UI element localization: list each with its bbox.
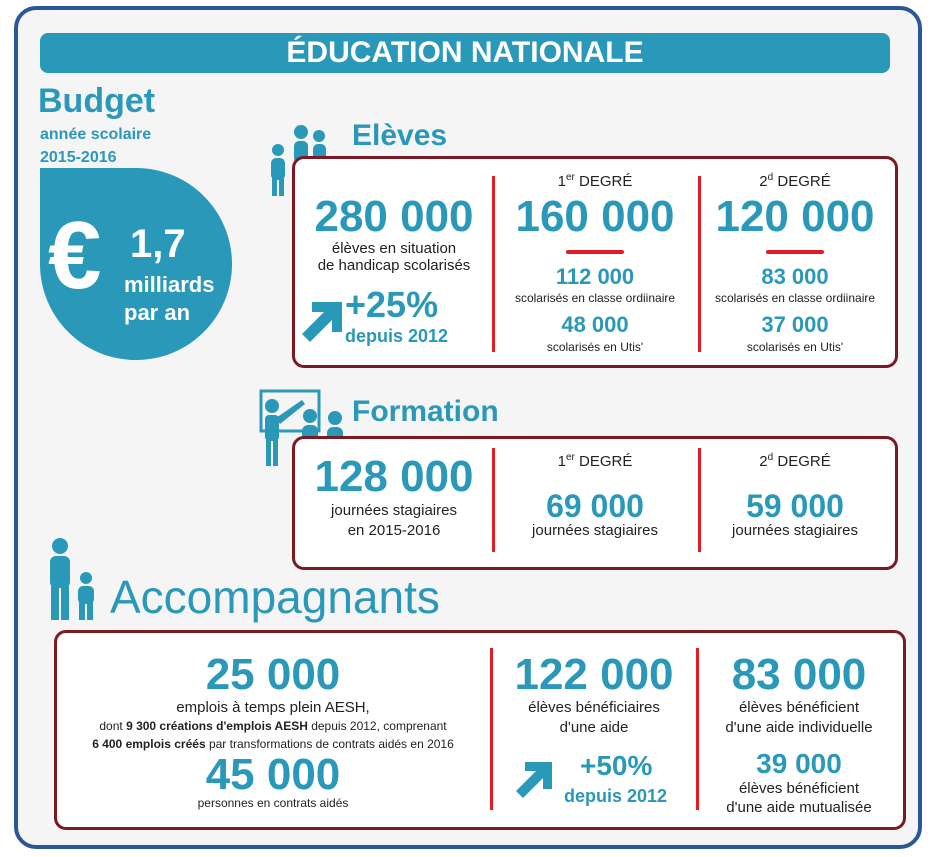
eleves-heading: Elèves	[352, 119, 448, 152]
euro-icon: €	[48, 202, 102, 309]
aide-mutualisee-value: 39 000	[756, 748, 842, 779]
eleves-degree2-a-label: scolarisés en classe ordiinaire	[714, 291, 876, 305]
budget-unit-line2: par an	[124, 300, 191, 325]
eleves-degree1-b-value: 48 000	[561, 312, 629, 337]
eleves-growth: +25%	[345, 284, 439, 325]
beneficiaires-label2: d'une aide	[559, 719, 629, 736]
eleves-growth-since: depuis 2012	[345, 326, 449, 346]
eleves-total-label2: de handicap scolarisés	[317, 257, 471, 274]
aesh-note-line2: 6 400 emplois créés par transformations de contrats aidés en 2016	[92, 737, 454, 751]
arrow-up-icon	[516, 762, 552, 798]
arrow-up-icon	[302, 302, 342, 342]
eleves-degree1-total: 160 000	[515, 192, 675, 241]
contrats-aides-value: 45 000	[205, 750, 341, 799]
budget-period-line2: 2015-2016	[40, 149, 117, 166]
formation-total-label1: journées stagiaires	[331, 502, 457, 519]
formation-total-label2: en 2015-2016	[347, 522, 441, 539]
aesh-note-line1: dont 9 300 créations d'emplois AESH depuis 2012, comprenant	[99, 719, 447, 733]
formation-degree2-value: 59 000	[746, 488, 844, 524]
eleves-degree1-separator	[566, 250, 624, 254]
eleves-degree1-a-label: scolarisés en classe ordiinaire	[514, 291, 676, 305]
formation-degree1-value-label: journées stagiaires	[532, 522, 658, 539]
accompagnants-heading: Accompagnants	[110, 571, 440, 623]
adult-child-icon	[40, 538, 106, 622]
eleves-degree1-a-value: 112 000	[555, 264, 635, 289]
accompagnants-divider-2	[696, 648, 699, 810]
eleves-degree2-label: 2$^d$ DEGRÉ	[759, 172, 831, 190]
aide-individuelle-value: 83 000	[731, 650, 867, 699]
accompagnants-growth-since: depuis 2012	[564, 786, 668, 806]
aesh-emplois-label: emplois à temps plein AESH,	[176, 699, 370, 716]
formation-heading: Formation	[352, 395, 499, 428]
aesh-emplois-value: 25 000	[205, 650, 341, 699]
banner-title: ÉDUCATION NATIONALE	[40, 33, 890, 73]
budget-amount: 1,7	[130, 222, 186, 266]
formation-total: 128 000	[314, 452, 474, 501]
eleves-degree1-label: 1er DEGRÉ	[557, 172, 633, 190]
budget-period-line1: année scolaire	[40, 126, 152, 143]
aide-mutualisee-label1: élèves bénéficient	[738, 780, 860, 797]
eleves-total-label1: élèves en situation	[331, 240, 457, 257]
eleves-degree2-a-value: 83 000	[761, 264, 829, 289]
formation-degree1-label: 1er DEGRÉ	[557, 452, 633, 470]
eleves-degree2-separator	[766, 250, 824, 254]
contrats-aides-label: personnes en contrats aidés	[197, 796, 349, 810]
eleves-degree1-b-label: scolarisés en Utis'	[546, 340, 644, 354]
formation-degree1-value: 69 000	[546, 488, 644, 524]
formation-degree2-value-label: journées stagiaires	[732, 522, 858, 539]
eleves-degree2-total: 120 000	[715, 192, 875, 241]
accompagnants-growth: +50%	[580, 750, 653, 781]
beneficiaires-value: 122 000	[514, 650, 674, 699]
accompagnants-divider-1	[490, 648, 493, 810]
eleves-total: 280 000	[314, 192, 474, 241]
aide-mutualisee-label2: d'une aide mutualisée	[726, 799, 872, 816]
eleves-degree2-b-value: 37 000	[761, 312, 829, 337]
aide-individuelle-label2: d'une aide individuelle	[725, 719, 873, 736]
beneficiaires-label1: élèves bénéficiaires	[528, 699, 660, 716]
budget-unit-line1: milliards	[124, 272, 215, 297]
aide-individuelle-label1: élèves bénéficient	[738, 699, 860, 716]
eleves-degree2-b-label: scolarisés en Utis'	[746, 340, 844, 354]
budget-title: Budget	[38, 82, 156, 120]
formation-degree2-label: 2$^d$ DEGRÉ	[759, 452, 831, 470]
